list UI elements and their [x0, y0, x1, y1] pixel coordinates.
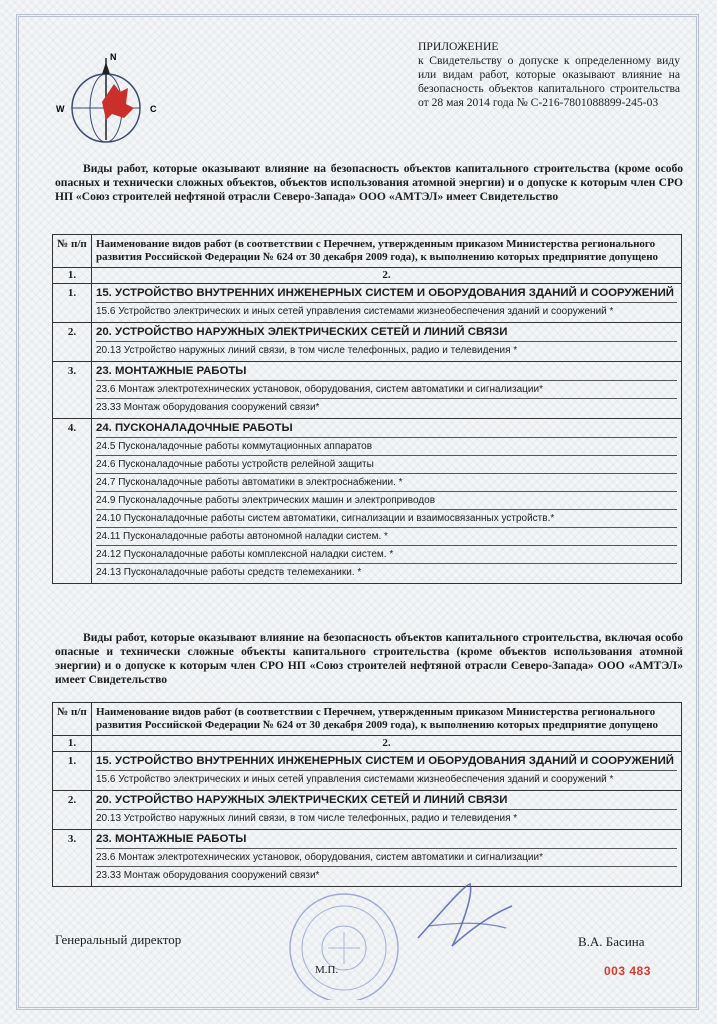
row-number: 1. — [53, 284, 92, 323]
work-item: 23.6 Монтаж электротехнических установок, оборудования, систем автоматики и сигнализации* — [96, 380, 677, 398]
work-item: 20.13 Устройство наружных линий связи, в том числе телефонных, радио и телевидения * — [96, 809, 677, 827]
section-title: 20. УСТРОЙСТВО НАРУЖНЫХ ЭЛЕКТРИЧЕСКИХ СЕТЕЙ И ЛИНИЙ СВЯЗИ — [96, 794, 508, 806]
director-name: В.А. Басина — [578, 934, 645, 949]
intro-paragraph-1: Виды работ, которые оказывают влияние на безопасность объектов капитального строительства (кроме особо опасных и технически сложных объектов, объектов использования атомной энергии) и о допуске к которым член СРО НП «Союз строителей нефтяной отрасли Северо-Запада» ООО «АМТЭЛ» имеет Свидетельство — [55, 162, 683, 203]
work-item: 24.11 Пусконаладочные работы автономной наладки систем. * — [96, 527, 677, 545]
work-item: 23.33 Монтаж оборудования сооружений связи* — [96, 398, 677, 416]
column-index-1: 1. — [53, 736, 92, 752]
section-title: 24. ПУСКОНАЛАДОЧНЫЕ РАБОТЫ — [96, 422, 293, 434]
table-row — [53, 830, 682, 887]
work-item: 24.9 Пусконаладочные работы электрических машин и электроприводов — [96, 491, 677, 509]
work-item: 24.13 Пусконаладочные работы средств телемеханики. * — [96, 563, 677, 581]
works-table-1 — [52, 234, 682, 584]
serial-number: 003 483 — [604, 964, 651, 978]
section-title: 20. УСТРОЙСТВО НАРУЖНЫХ ЭЛЕКТРИЧЕСКИХ СЕТЕЙ И ЛИНИЙ СВЯЗИ — [96, 326, 508, 338]
row-content — [92, 791, 682, 830]
column-header-number: № п/п — [53, 235, 92, 268]
table-row — [53, 284, 682, 323]
row-content — [92, 830, 682, 887]
intro-paragraph-2: Виды работ, которые оказывают влияние на безопасность объектов капитального строительства, включая особо опасные и технически сложные объекты капитального строительства (кроме объектов использования атомной энергии) и о допуске к которым член СРО НП «Союз строителей нефтяной отрасли Северо-Запада» ООО «АМТЭЛ» имеет Свидетельство — [55, 631, 683, 686]
appendix-text: к Свидетельству о допуске к определенному виду или видам работ, которые оказывают влияние на безопасность объектов капитального строительства от 28 мая 2014 года № С-216-7801088899-245-03 — [418, 54, 680, 109]
handwritten-signature — [408, 876, 518, 956]
table-row — [53, 419, 682, 584]
work-item: 23.33 Монтаж оборудования сооружений связи* — [96, 866, 677, 884]
row-number: 3. — [53, 362, 92, 419]
appendix-title: ПРИЛОЖЕНИЕ — [418, 40, 499, 53]
logo-north-letter: N — [110, 52, 117, 62]
column-header-name: Наименование видов работ (в соответствии с Перечнем, утвержденным приказом Министерства регионального развития Российской Федерации № 624 от 30 декабря 2009 года), к выполнению которых предприятие допущено — [92, 235, 682, 268]
row-number: 3. — [53, 830, 92, 887]
work-item: 20.13 Устройство наружных линий связи, в том числе телефонных, радио и телевидения * — [96, 341, 677, 359]
works-table-2 — [52, 702, 682, 887]
section-title: 15. УСТРОЙСТВО ВНУТРЕННИХ ИНЖЕНЕРНЫХ СИСТЕМ И ОБОРУДОВАНИЯ ЗДАНИЙ И СООРУЖЕНИЙ — [96, 755, 674, 767]
table-row — [53, 791, 682, 830]
section-title: 15. УСТРОЙСТВО ВНУТРЕННИХ ИНЖЕНЕРНЫХ СИСТЕМ И ОБОРУДОВАНИЯ ЗДАНИЙ И СООРУЖЕНИЙ — [96, 287, 674, 299]
column-header-number: № п/п — [53, 703, 92, 736]
row-number: 1. — [53, 752, 92, 791]
round-seal-stamp — [268, 890, 420, 1000]
column-header-name: Наименование видов работ (в соответствии с Перечнем, утвержденным приказом Министерства регионального развития Российской Федерации № 624 от 30 декабря 2009 года), к выполнению которых предприятие допущено — [92, 703, 682, 736]
work-item: 24.10 Пусконаладочные работы систем автоматики, сигнализации и взаимосвязанных устройств.* — [96, 509, 677, 527]
row-number: 2. — [53, 323, 92, 362]
column-index-1: 1. — [53, 268, 92, 284]
column-index-2: 2. — [92, 268, 682, 284]
column-index-2: 2. — [92, 736, 682, 752]
row-content — [92, 419, 682, 584]
work-item: 15.6 Устройство электрических и иных сетей управления системами жизнеобеспечения зданий и сооружений * — [96, 770, 677, 788]
row-number: 4. — [53, 419, 92, 584]
row-content — [92, 284, 682, 323]
logo-west-letter: W — [56, 104, 65, 114]
appendix-block — [418, 40, 680, 110]
work-item: 24.12 Пусконаладочные работы комплексной наладки систем. * — [96, 545, 677, 563]
work-item: 24.7 Пусконаладочные работы автоматики в электроснабжении. * — [96, 473, 677, 491]
work-item: 15.6 Устройство электрических и иных сетей управления системами жизнеобеспечения зданий и сооружений * — [96, 302, 677, 320]
compass-globe-logo — [44, 48, 172, 148]
logo-c-letter: C — [150, 104, 157, 114]
row-content — [92, 752, 682, 791]
table-row — [53, 752, 682, 791]
director-label: Генеральный директор — [55, 932, 182, 947]
table-row — [53, 362, 682, 419]
section-title: 23. МОНТАЖНЫЕ РАБОТЫ — [96, 833, 247, 845]
work-item: 23.6 Монтаж электротехнических установок, оборудования, систем автоматики и сигнализации* — [96, 848, 677, 866]
stamp-place-label: М.П. — [315, 964, 339, 976]
row-number: 2. — [53, 791, 92, 830]
row-content — [92, 323, 682, 362]
row-content — [92, 362, 682, 419]
work-item: 24.6 Пусконаладочные работы устройств релейной защиты — [96, 455, 677, 473]
work-item: 24.5 Пусконаладочные работы коммутационных аппаратов — [96, 437, 677, 455]
section-title: 23. МОНТАЖНЫЕ РАБОТЫ — [96, 365, 247, 377]
table-row — [53, 323, 682, 362]
